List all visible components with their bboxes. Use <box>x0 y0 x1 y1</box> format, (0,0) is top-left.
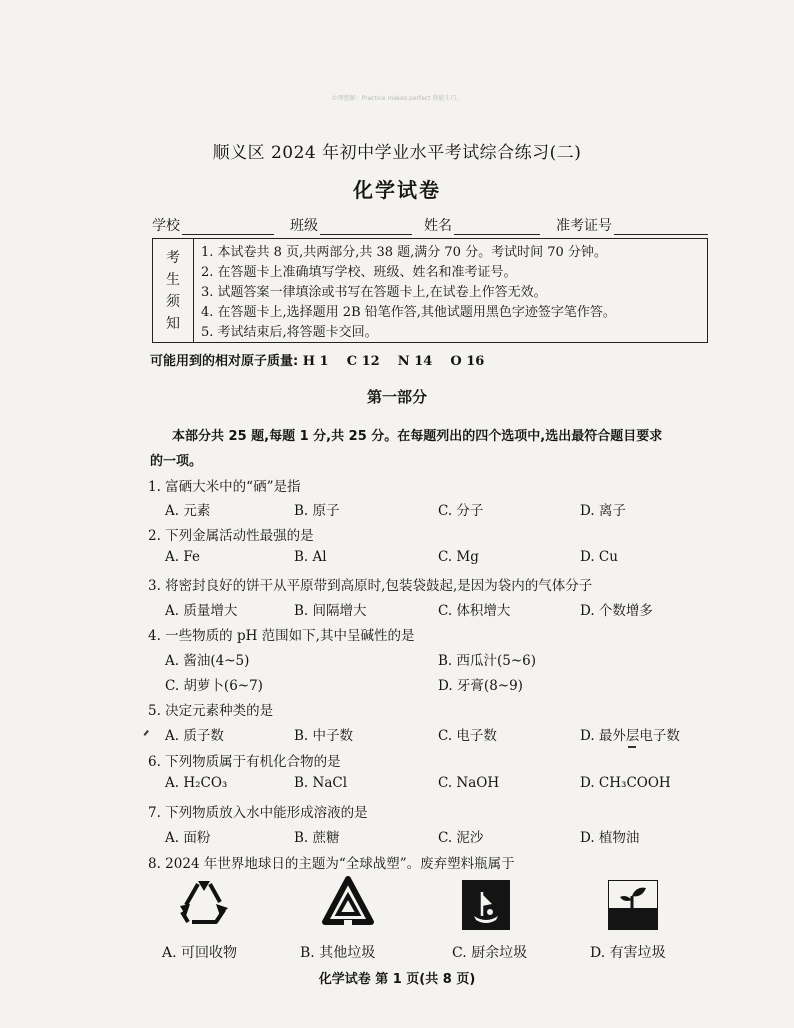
q7-option-a: A. 面粉 <box>165 830 211 846</box>
q3-option-b: B. 间隔增大 <box>294 603 367 619</box>
page-footer: 化学试卷 第 1 页(共 8 页) <box>318 972 476 987</box>
q8-option-d: D. 有害垃圾 <box>590 945 666 961</box>
notice-item: 2. 在答题卡上准确填写学校、班级、姓名和准考证号。 <box>201 265 517 280</box>
q3-option-d: D. 个数增多 <box>580 603 653 619</box>
q5-option-a: A. 质子数 <box>165 728 224 744</box>
q1-option-d: D. 离子 <box>580 503 626 519</box>
question-3-stem: 3. 将密封良好的饼干从平原带到高原时,包装袋鼓起,是因为袋内的气体分子 <box>148 578 593 594</box>
q5-option-c: C. 电子数 <box>438 728 497 744</box>
scan-mark <box>143 730 148 736</box>
question-5-stem: 5. 决定元素种类的是 <box>148 703 274 719</box>
question-1-stem: 1. 富硒大米中的“硒”是指 <box>148 479 301 495</box>
q7-option-c: C. 泥沙 <box>438 830 484 846</box>
other-waste-icon <box>322 876 374 930</box>
notice-item: 1. 本试卷共 8 页,共两部分,共 38 题,满分 70 分。考试时间 70 分钟。 <box>201 245 607 260</box>
instructions-line-2: 的一项。 <box>150 454 203 469</box>
q8-option-b: B. 其他垃圾 <box>300 945 376 961</box>
recycle-icon <box>176 878 232 928</box>
q2-option-c: C. Mg <box>438 549 479 565</box>
hazardous-waste-icon <box>608 880 658 930</box>
student-info-row <box>152 215 708 235</box>
notice-heading: 考 生 须 知 <box>153 239 194 342</box>
notice-item: 3. 试题答案一律填涂或书写在答题卡上,在试卷上作答无效。 <box>201 285 547 300</box>
q3-option-c: C. 体积增大 <box>438 603 511 619</box>
q2-option-d: D. Cu <box>580 549 618 565</box>
atomic-mass-line: 可能用到的相对原子质量: H 1 C 12 N 14 O 16 <box>150 354 485 369</box>
q5-option-b: B. 中子数 <box>294 728 354 744</box>
exam-number-field: 准考证号 <box>556 215 708 235</box>
part-title: 第一部分 <box>366 388 427 406</box>
q6-option-a: A. H₂CO₃ <box>165 775 228 791</box>
notice-list <box>201 243 616 343</box>
exam-title: 顺义区 2024 年初中学业水平考试综合练习(二) <box>212 143 582 163</box>
subject-title: 化学试卷 <box>353 178 441 202</box>
q7-option-b: B. 蔗糖 <box>294 830 340 846</box>
q1-option-a: A. 元素 <box>165 503 211 519</box>
q4-option-b: B. 西瓜汁(5~6) <box>438 653 537 669</box>
scan-mark <box>628 746 636 748</box>
class-field: 班级 <box>290 215 412 235</box>
kitchen-waste-icon <box>462 880 510 930</box>
name-field: 姓名 <box>424 215 540 235</box>
q4-option-d: D. 牙膏(8~9) <box>438 678 523 694</box>
instructions-line-1: 本部分共 25 题,每题 1 分,共 25 分。在每题列出的四个选项中,选出最符合题目要求 <box>172 429 663 444</box>
q8-option-a: A. 可回收物 <box>162 945 238 961</box>
q2-option-a: A. Fe <box>165 549 200 565</box>
question-8-stem: 8. 2024 年世界地球日的主题为“全球战塑”。废弃塑料瓶属于 <box>148 856 515 872</box>
q8-option-c: C. 厨余垃圾 <box>452 945 528 961</box>
q4-option-a: A. 酱油(4~5) <box>165 653 250 669</box>
q3-option-a: A. 质量增大 <box>165 603 238 619</box>
q7-option-d: D. 植物油 <box>580 830 640 846</box>
q2-option-b: B. Al <box>294 549 327 565</box>
notice-item: 5. 考试结束后,将答题卡交回。 <box>201 325 378 340</box>
q4-option-c: C. 胡萝卜(6~7) <box>165 678 263 694</box>
q1-option-c: C. 分子 <box>438 503 484 519</box>
school-field: 学校 <box>152 215 274 235</box>
notice-item: 4. 在答题卡上,选择题用 2B 铅笔作答,其他试题用黑色字迹签字笔作答。 <box>201 305 616 320</box>
q1-option-b: B. 原子 <box>294 503 340 519</box>
question-6-stem: 6. 下列物质属于有机化合物的是 <box>148 754 341 770</box>
question-4-stem: 4. 一些物质的 pH 范围如下,其中呈碱性的是 <box>148 628 415 644</box>
q6-option-d: D. CH₃COOH <box>580 775 671 791</box>
question-7-stem: 7. 下列物质放入水中能形成溶液的是 <box>148 805 368 821</box>
q6-option-c: C. NaOH <box>438 775 500 791</box>
q6-option-b: B. NaCl <box>294 775 348 791</box>
watermark: ©理想解：Practice makes perfect 熟能生巧。 <box>331 95 463 102</box>
q5-option-d: D. 最外层电子数 <box>580 728 680 744</box>
exam-notice-box <box>152 238 708 343</box>
question-2-stem: 2. 下列金属活动性最强的是 <box>148 528 314 544</box>
